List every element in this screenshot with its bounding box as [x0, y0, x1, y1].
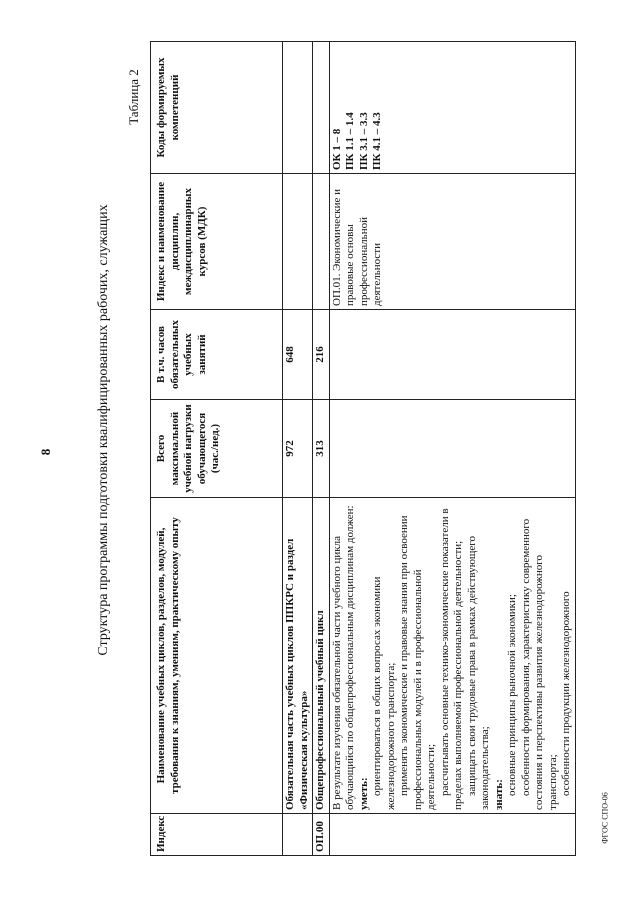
table-label: Таблица 2	[126, 69, 141, 125]
cell-codes	[283, 42, 313, 174]
competency-code: ПК 4.1 – 4.3	[371, 112, 384, 170]
rotated-table-container	[150, 42, 605, 856]
cell-mandatory: 648	[283, 310, 313, 400]
table-header-row	[151, 42, 283, 856]
cell-requirements	[329, 498, 575, 814]
header-mandatory: В т.ч. часов обязательных учебных занятий	[151, 310, 283, 400]
requirement-line: защищать свои трудовые права в рамках действующего законодательства;	[465, 535, 492, 810]
table-row	[313, 42, 330, 856]
header-index: Индекс	[151, 814, 283, 856]
cell-mandatory	[329, 310, 575, 400]
header-disciplines: Индекс и наименование дисциплин, междисциплинарных курсов (МДК)	[151, 174, 283, 310]
cell-codes	[313, 42, 330, 174]
requirement-line: ориентироваться в общих вопросах экономики железнодорожного транспорта;	[371, 576, 397, 810]
competency-code: ПК 3.1 – 3.3	[357, 112, 370, 170]
cell-index	[329, 814, 575, 856]
cell-total: 313	[313, 400, 330, 498]
cell-discipline	[313, 174, 330, 310]
page-number: 8	[38, 448, 53, 456]
competency-code: ПК 1.1 – 1.4	[344, 112, 357, 170]
document-title: Структура программы подготовки квалифицированных рабочих, служащих	[96, 204, 111, 656]
cell-discipline: ОП.01. Экономические и правовые основы профессиональной деятельности	[329, 174, 575, 310]
requirement-line: основные принципы рыночной экономики;	[506, 594, 519, 796]
requirement-line: рассчитывать основные технико-экономические показатели в пределах выполняемой профессиональной деятельности;	[438, 508, 465, 810]
cell-name: Общепрофессиональный учебный цикл	[313, 498, 330, 814]
requirement-line: применять экономические и правовые знания при освоении профессиональных модулей и в профессиональной деятельности;	[398, 515, 438, 810]
requirement-line: особенности продукции железнодорожного	[560, 591, 573, 796]
requirement-heading: уметь:	[357, 777, 370, 810]
table-row	[283, 42, 313, 856]
header-codes: Коды формируемых компетенций	[151, 42, 283, 174]
cell-total: 972	[283, 400, 313, 498]
requirement-heading: знать:	[492, 779, 505, 810]
cell-index: ОП.00	[313, 814, 330, 856]
header-total: Всего максимальной учебной нагрузки обучающегося (час./нед.)	[151, 400, 283, 498]
structure-table	[150, 41, 576, 856]
requirement-line: В результате изучения обязательной части учебного цикла обучающийся по общепрофессиональным дисциплинам должен:	[330, 505, 357, 810]
footer-label: ФГОС СПО-06	[600, 792, 610, 844]
requirement-line: особенности формирования, характеристику современного состояния и перспективы развития железнодорожного транспорта;	[519, 518, 559, 810]
cell-index	[283, 814, 313, 856]
table-row	[329, 42, 575, 856]
cell-total	[329, 400, 575, 498]
cell-name: Обязательная часть учебных циклов ППКРС и раздел «Физическая культура»	[283, 498, 313, 814]
header-name: Наименование учебных циклов, разделов, модулей, требования к знаниям, умениям, практическому опыту	[151, 498, 283, 814]
competency-code: ОК 1 – 8	[330, 128, 343, 170]
cell-discipline	[283, 174, 313, 310]
cell-mandatory: 216	[313, 310, 330, 400]
cell-codes	[329, 42, 575, 174]
